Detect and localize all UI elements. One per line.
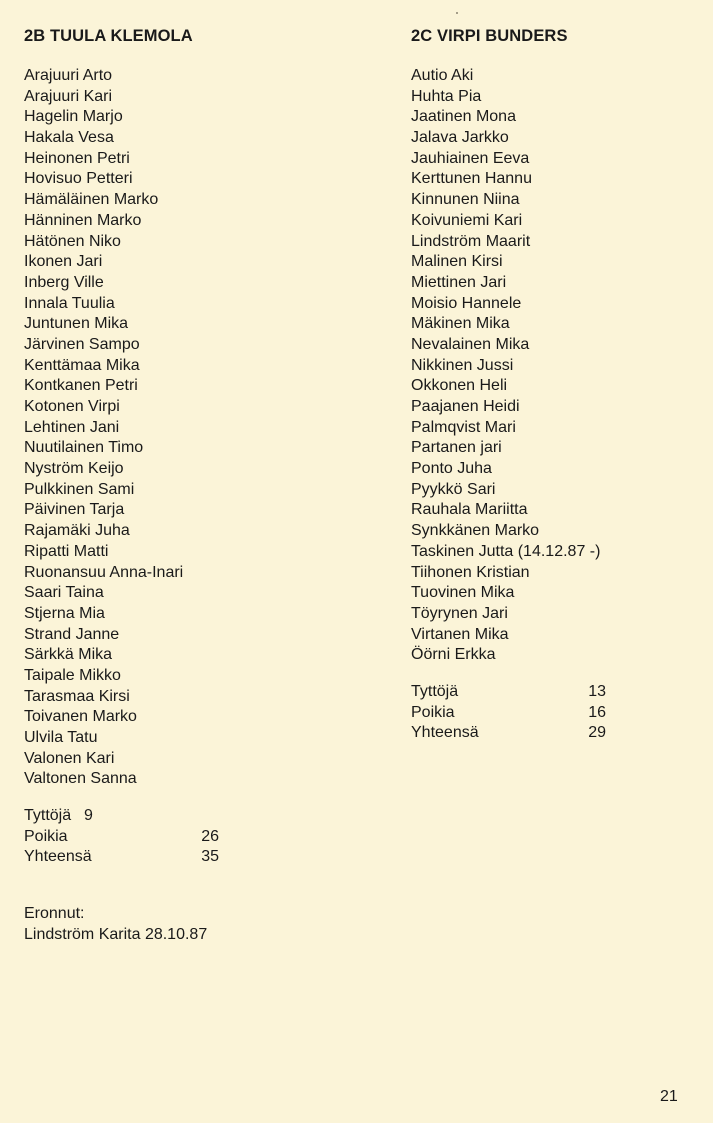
student-name: Kotonen Virpi	[24, 398, 120, 415]
page-number: 21	[660, 1088, 678, 1105]
student-name: Mäkinen Mika	[411, 315, 510, 333]
class-2b-student-list	[24, 66, 354, 790]
student-name: Pulkkinen Sami	[24, 480, 135, 498]
total-label: Poikia	[24, 827, 68, 845]
total-value: 9	[84, 807, 93, 825]
student-name: Taskinen Jutta (14.12.87 -)	[411, 542, 601, 560]
student-name: Ponto Juha	[411, 460, 492, 478]
student-name: Valonen Kari	[24, 749, 115, 767]
student-name: Partanen jari	[411, 439, 502, 457]
student-name: Valtonen Sanna	[24, 770, 137, 788]
student-name: Kinnunen Niina	[411, 191, 520, 209]
student-name: Tiihonen Kristian	[411, 563, 530, 581]
total-row	[411, 703, 701, 724]
total-label: Poikia	[411, 703, 455, 721]
student-name: Öörni Erkka	[411, 646, 496, 664]
student-name: Virtanen Mika	[411, 625, 509, 643]
speck-mark	[456, 12, 458, 14]
resigned-section	[24, 903, 207, 945]
student-name: Ripatti Matti	[24, 542, 109, 560]
student-name: Kerttunen Hannu	[411, 170, 532, 188]
student-name: Ulvila Tatu	[24, 729, 98, 746]
student-name: Rajamäki Juha	[24, 522, 130, 540]
total-row	[24, 806, 354, 827]
student-name: Hakala Vesa	[24, 129, 114, 147]
total-label: Tyttöjä	[24, 807, 72, 825]
student-name: Malinen Kirsi	[411, 253, 503, 271]
total-value: 13	[588, 682, 606, 700]
class-2b-heading: 2B TUULA KLEMOLA	[24, 27, 193, 45]
student-name: Jalava Jarkko	[411, 129, 509, 147]
student-name: Inberg Ville	[24, 273, 104, 291]
total-value: 16	[588, 703, 606, 721]
total-label: Yhteensä	[411, 724, 479, 742]
total-row	[24, 847, 354, 868]
resigned-entry: Lindström Karita 28.10.87	[24, 926, 208, 943]
student-name: Hagelin Marjo	[24, 108, 123, 126]
student-name: Nevalainen Mika	[411, 335, 530, 353]
student-name: Nuutilainen Timo	[24, 439, 144, 457]
class-2b-column	[24, 26, 354, 868]
student-name: Synkkänen Marko	[411, 522, 540, 540]
student-name: Hänninen Marko	[24, 211, 142, 229]
class-2c-heading: 2C VIRPI BUNDERS	[411, 27, 568, 45]
student-name: Moisio Hannele	[411, 294, 522, 312]
class-2c-column	[411, 26, 701, 744]
student-name: Ruonansuu Anna-Inari	[24, 563, 184, 581]
student-name: Tarasmaa Kirsi	[24, 687, 130, 705]
student-name: Huhta Pia	[411, 87, 482, 105]
total-value: 26	[201, 827, 219, 845]
student-name: Stjerna Mia	[24, 604, 105, 622]
student-name: Saari Taina	[24, 584, 104, 602]
student-name: Hovisuo Petteri	[24, 170, 133, 188]
student-name: Miettinen Jari	[411, 273, 507, 291]
student-name: Hämäläinen Marko	[24, 191, 159, 209]
total-label: Tyttöjä	[411, 682, 459, 700]
student-name: Toivanen Marko	[24, 708, 137, 726]
student-name: Pyykkö Sari	[411, 480, 496, 498]
student-name: Juntunen Mika	[24, 315, 129, 333]
student-name: Strand Janne	[24, 625, 120, 643]
student-name: Töyrynen Jari	[411, 604, 508, 622]
total-row	[24, 827, 354, 848]
student-name: Lindström Maarit	[411, 232, 531, 250]
student-name: Järvinen Sampo	[24, 335, 140, 353]
student-name: Jauhiainen Eeva	[411, 149, 530, 167]
student-name: Koivuniemi Kari	[411, 211, 523, 229]
student-name: Kenttämaa Mika	[24, 356, 140, 374]
student-name: Kontkanen Petri	[24, 377, 138, 395]
student-name: Okkonen Heli	[411, 377, 508, 395]
student-name: Heinonen Petri	[24, 149, 130, 167]
student-name: Jaatinen Mona	[411, 108, 516, 126]
student-name: Arajuuri Kari	[24, 87, 113, 105]
total-value: 29	[588, 724, 606, 742]
student-name: Lehtinen Jani	[24, 418, 120, 436]
total-value: 35	[201, 848, 219, 866]
class-2c-student-list	[411, 66, 701, 666]
total-label: Yhteensä	[24, 848, 92, 866]
student-name: Taipale Mikko	[24, 666, 121, 684]
class-2c-totals	[411, 682, 701, 744]
student-name: Päivinen Tarja	[24, 501, 125, 519]
student-name: Arajuuri Arto	[24, 67, 113, 84]
student-name: Nikkinen Jussi	[411, 356, 514, 374]
student-name: Hätönen Niko	[24, 232, 121, 250]
student-name: Ikonen Jari	[24, 253, 103, 271]
student-name: Rauhala Mariitta	[411, 501, 528, 519]
student-name: Palmqvist Mari	[411, 418, 516, 436]
total-row	[411, 682, 701, 703]
student-name: Paajanen Heidi	[411, 398, 520, 415]
student-name: Nyström Keijo	[24, 460, 124, 478]
resigned-label: Eronnut:	[24, 905, 85, 922]
class-2b-totals	[24, 806, 354, 868]
student-name: Innala Tuulia	[24, 294, 115, 312]
total-row	[411, 723, 701, 744]
student-name: Autio Aki	[411, 67, 474, 84]
student-name: Tuovinen Mika	[411, 584, 515, 602]
student-name: Särkkä Mika	[24, 646, 113, 664]
